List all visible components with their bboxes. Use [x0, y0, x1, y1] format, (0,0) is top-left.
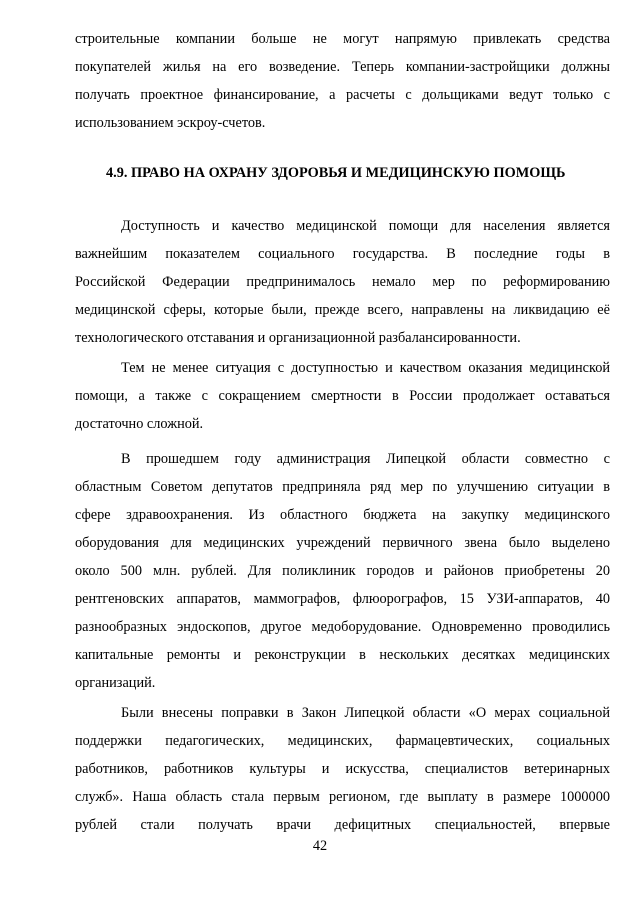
paragraph-2-line: достаточно сложной.	[75, 416, 204, 432]
paragraph-3-line: оборудования для медицинских учреждений первичного звена было выделено	[75, 535, 610, 551]
paragraph-3-line: капитальные ремонты и реконструкции в нескольких десятках медицинских	[75, 647, 610, 663]
paragraph-1-line: Российской Федерации предпринималось немало мер по реформированию	[75, 274, 610, 290]
intro-line: использованием эскроу-счетов.	[75, 115, 266, 131]
paragraph-3-line: рентгеновских аппаратов, маммографов, флюорографов, 15 УЗИ-аппаратов, 40	[75, 591, 610, 607]
paragraph-3-line: сфере здравоохранения. Из областного бюджета на закупку медицинского	[75, 507, 610, 523]
paragraph-1-line: Доступность и качество медицинской помощи для населения является	[121, 218, 610, 234]
page-number: 42	[312, 838, 328, 854]
paragraph-1-line: важнейшим показателем социального государства. В последние годы в	[75, 246, 610, 262]
paragraph-2-line: Тем не менее ситуация с доступностью и качеством оказания медицинской	[121, 360, 610, 376]
paragraph-3-line: В прошедшем году администрация Липецкой области совместно с	[121, 451, 610, 467]
paragraph-2-line: помощи, а также с сокращением смертности в России продолжает оставаться	[75, 388, 610, 404]
section-heading: 4.9. ПРАВО НА ОХРАНУ ЗДОРОВЬЯ И МЕДИЦИНСКУЮ ПОМОЩЬ	[106, 165, 566, 181]
paragraph-4-line: служб». Наша область стала первым регионом, где выплату в размере 1000000	[75, 789, 610, 805]
paragraph-3-line: разнообразных эндоскопов, другое медоборудование. Одновременно проводились	[75, 619, 610, 635]
paragraph-3-line: около 500 млн. рублей. Для поликлиник городов и районов приобретены 20	[75, 563, 610, 579]
paragraph-4-line: поддержки педагогических, медицинских, фармацевтических, социальных	[75, 733, 610, 749]
paragraph-4-line: Были внесены поправки в Закон Липецкой области «О мерах социальной	[121, 705, 610, 721]
paragraph-4-line: рублей стали получать врачи дефицитных специальностей, впервые	[75, 817, 610, 833]
paragraph-3-line: организаций.	[75, 675, 156, 691]
paragraph-1-line: технологического отставания и организационной разбалансированности.	[75, 330, 521, 346]
paragraph-4-line: работников, работников культуры и искусства, специалистов ветеринарных	[75, 761, 610, 777]
intro-line: получать проектное финансирование, а расчеты с дольщиками ведут только с	[75, 87, 610, 103]
intro-line: покупателей жилья на его возведение. Теперь компании-застройщики должны	[75, 59, 610, 75]
paragraph-3-line: областным Советом депутатов предприняла ряд мер по улучшению ситуации в	[75, 479, 610, 495]
paragraph-1-line: медицинской сферы, которые были, прежде всего, направлены на ликвидацию её	[75, 302, 610, 318]
intro-line: строительные компании больше не могут напрямую привлекать средства	[75, 31, 610, 47]
